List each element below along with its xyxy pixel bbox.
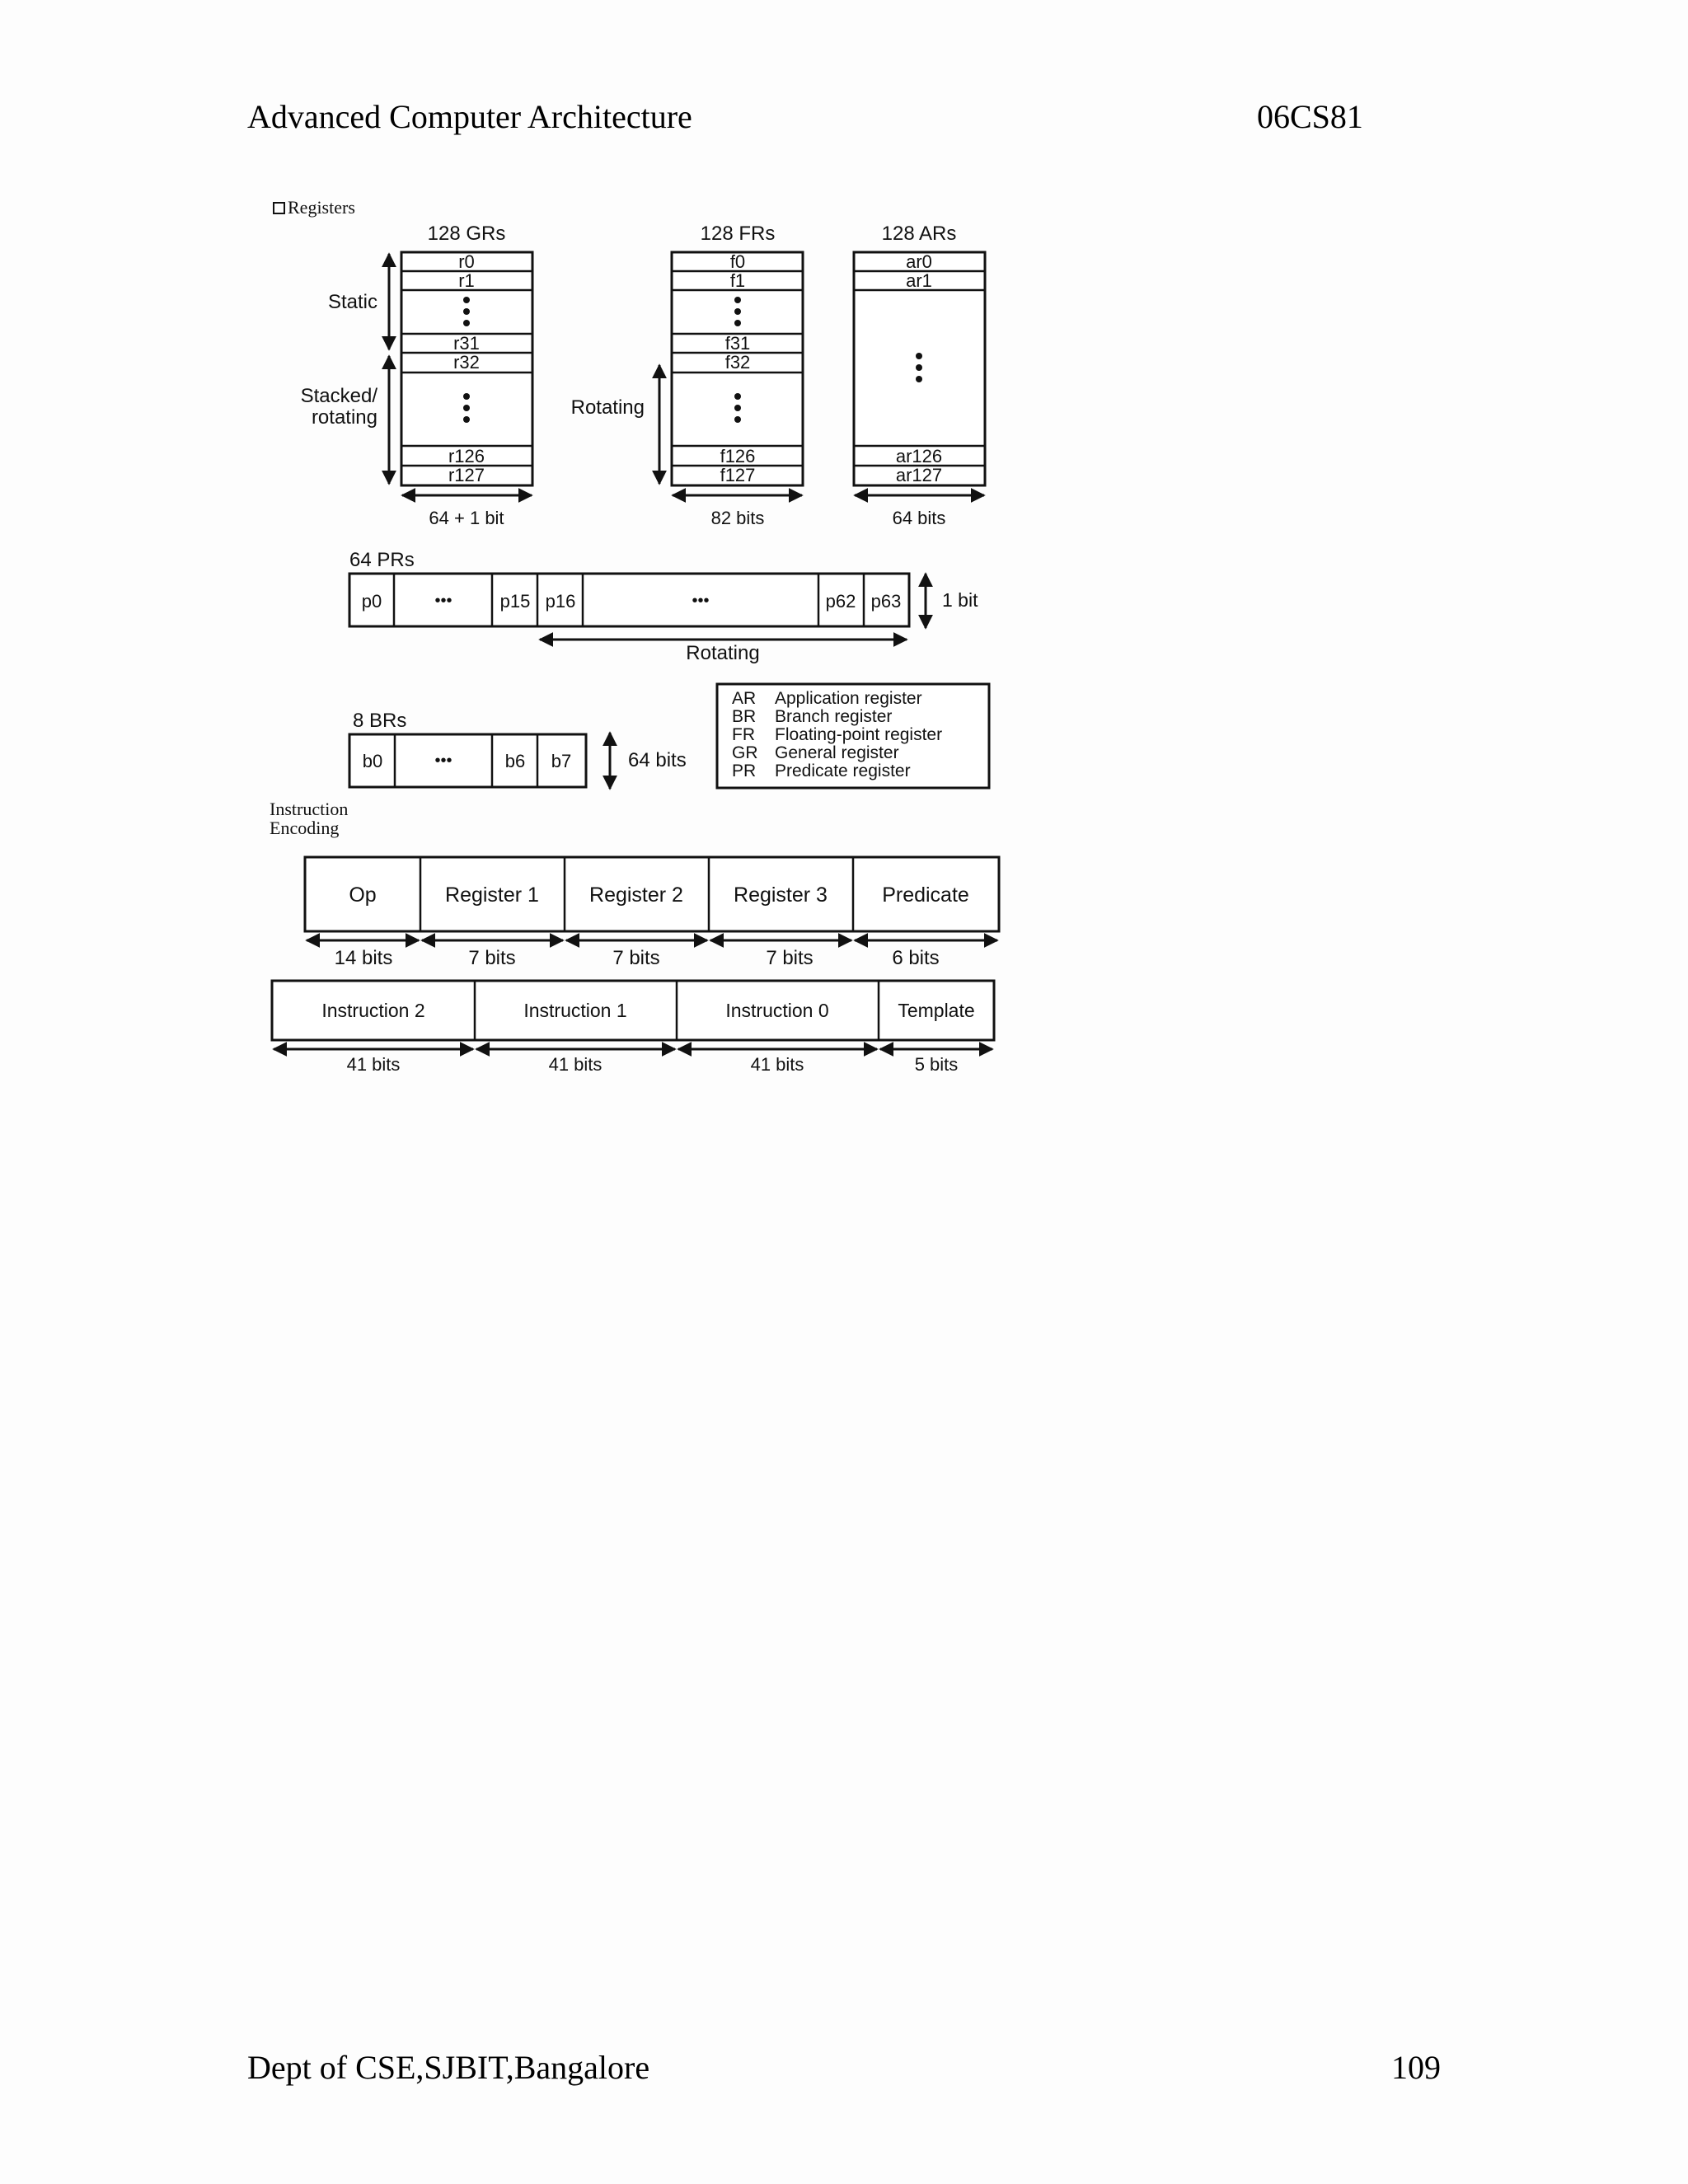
field-register-2-bits: 7 bits: [612, 947, 660, 969]
field-predicate-bits: 6 bits: [892, 947, 940, 969]
br-cell-b0: b0: [362, 751, 383, 771]
field-instruction-0-bits: 41 bits: [750, 1054, 804, 1075]
fr-cell-f1: f1: [729, 270, 746, 291]
legend-desc-br: Branch register: [775, 707, 893, 726]
encoding-heading-line2: Encoding: [270, 818, 340, 838]
static-label: Static: [327, 291, 377, 313]
gr-cell-r0: r0: [458, 251, 475, 272]
field-instruction-0: Instruction 0: [725, 1000, 829, 1021]
ar-cell-ar126: ar126: [895, 446, 943, 466]
ar-title: 128 ARs: [881, 223, 957, 245]
gr-cell-r127: r127: [448, 465, 485, 485]
field-register-2: Register 2: [589, 883, 683, 907]
br-cell-b7: b7: [551, 751, 572, 771]
ar-cell-ar1: ar1: [906, 270, 932, 291]
field-predicate: Predicate: [882, 883, 969, 907]
br-cell-b6: b6: [504, 751, 526, 771]
field-instruction-1-bits: 41 bits: [548, 1054, 603, 1075]
field-instruction-2: Instruction 2: [321, 1000, 425, 1021]
footer-page-number: 109: [1391, 2049, 1441, 2086]
br-title: 8 BRs: [353, 710, 407, 732]
legend-abbr-gr: GR: [732, 743, 758, 762]
legend-desc-pr: Predicate register: [775, 762, 911, 780]
legend-desc-fr: Floating-point register: [775, 725, 943, 744]
legend-abbr-ar: AR: [732, 689, 757, 708]
stacked-label: Stacked/: [300, 385, 377, 407]
header-title: Advanced Computer Architecture: [247, 98, 692, 135]
fr-cell-f32: f32: [724, 352, 751, 373]
fr-title: 128 FRs: [700, 223, 776, 245]
br-width-label: 64 bits: [628, 749, 687, 771]
pr-ellipsis-left: •••: [434, 592, 452, 610]
gr-cell-r126: r126: [448, 446, 485, 466]
pr-ellipsis-right: •••: [692, 592, 710, 610]
ar-cell-ar127: ar127: [895, 465, 943, 485]
field-op: Op: [349, 883, 377, 907]
pr-title: 64 PRs: [349, 549, 415, 571]
field-register-3-bits: 7 bits: [766, 947, 814, 969]
gr-cell-r1: r1: [458, 270, 475, 291]
field-template-bits: 5 bits: [914, 1054, 959, 1075]
pr-cell-p15: p15: [499, 591, 531, 612]
pr-width-label: 1 bit: [942, 589, 978, 611]
fr-rotating-label: Rotating: [570, 396, 645, 419]
footer-department: Dept of CSE,SJBIT,Bangalore: [247, 2049, 650, 2086]
pr-cell-p16: p16: [545, 591, 576, 612]
ar-width-label: 64 bits: [892, 508, 946, 528]
fr-cell-f31: f31: [724, 333, 751, 354]
field-register-1: Register 1: [445, 883, 539, 907]
pr-cell-p0: p0: [361, 591, 382, 612]
gr-title: 128 GRs: [427, 223, 506, 245]
fr-cell-f127: f127: [720, 465, 756, 485]
gr-cell-r32: r32: [453, 352, 480, 373]
legend-abbr-pr: PR: [732, 762, 757, 780]
legend-abbr-fr: FR: [732, 725, 755, 744]
field-instruction-1: Instruction 1: [523, 1000, 627, 1021]
encoding-heading-line1: Instruction: [270, 799, 349, 819]
fr-width-label: 82 bits: [710, 508, 765, 528]
fr-cell-f0: f0: [729, 251, 746, 272]
gr-width-label: 64 + 1 bit: [429, 508, 504, 528]
pr-cell-p63: p63: [870, 591, 902, 612]
registers-heading: Registers: [288, 197, 355, 218]
field-register-1-bits: 7 bits: [468, 947, 516, 969]
pr-cell-p62: p62: [825, 591, 856, 612]
pr-rotating-label: Rotating: [686, 642, 760, 664]
header-course-code: 06CS81: [1257, 98, 1363, 135]
gr-cell-r31: r31: [453, 333, 480, 354]
checkbox-bullet-icon: [274, 203, 284, 213]
fr-cell-f126: f126: [720, 446, 756, 466]
ar-cell-ar0: ar0: [906, 251, 932, 272]
rotating-label: rotating: [311, 406, 377, 429]
field-register-3: Register 3: [734, 883, 828, 907]
br-ellipsis: •••: [434, 752, 452, 770]
field-op-bits: 14 bits: [334, 947, 393, 969]
legend-desc-gr: General register: [775, 743, 899, 762]
legend-desc-ar: Application register: [775, 689, 922, 708]
legend-abbr-br: BR: [732, 707, 757, 726]
field-instruction-2-bits: 41 bits: [346, 1054, 401, 1075]
ar-ellipsis-dots: [916, 353, 922, 382]
field-template: Template: [898, 1000, 975, 1021]
